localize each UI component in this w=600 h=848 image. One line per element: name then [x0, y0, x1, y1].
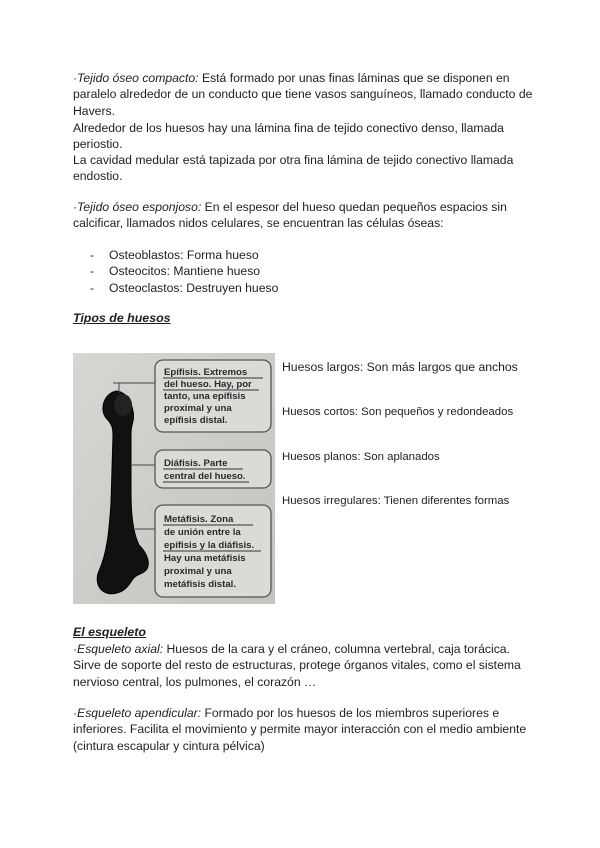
apendicular-term: ·Esqueleto apendicular: [73, 706, 202, 720]
list-item: - Osteocitos: Mantiene hueso [90, 264, 261, 279]
svg-text:Epífisis. Extremos: Epífisis. Extremos [164, 367, 248, 378]
list-item: - Osteoclastos: Destruyen hueso [90, 280, 279, 295]
list-dash: - [90, 280, 95, 295]
svg-text:central del hueso.: central del hueso. [164, 471, 246, 482]
esponjoso-text: En el espesor del hueso quedan pequeños espacios sin calcificar, llamados nidos celulares, se encuentran las células óseas: [73, 200, 507, 231]
svg-text:epífisis distal.: epífisis distal. [164, 415, 228, 426]
endostio-paragraph: La cavidad medular está tapizada por otra fina lámina de tejido conectivo llamada endostio. [73, 153, 514, 184]
tipos-heading: Tipos de huesos [73, 311, 171, 325]
tipo-irregulares: Huesos irregulares: Tienen diferentes formas [282, 495, 510, 507]
bone-figure [73, 353, 275, 604]
esponjoso-term: ·Tejido óseo esponjoso: [73, 200, 202, 214]
list-dash: - [90, 264, 95, 279]
svg-text:tanto, una epífisis: tanto, una epífisis [164, 391, 246, 402]
compacto-text: Está formado por unas finas láminas que se disponen en paralelo alrededor de un conducto que tiene vasos sanguíneos, llamado conducto de Havers. [73, 71, 533, 118]
axial-term: ·Esqueleto axial: [73, 642, 164, 656]
svg-text:proximal y una: proximal y una [164, 566, 232, 577]
esqueleto-heading: El esqueleto [73, 625, 146, 639]
apendicular-paragraph [73, 705, 533, 754]
tipo-largos: Huesos largos: Son más largos que anchos [282, 360, 518, 374]
svg-text:Metáfisis. Zona: Metáfisis. Zona [164, 514, 234, 525]
tipo-planos: Huesos planos: Son aplanados [282, 451, 440, 463]
svg-text:Hay una metáfisis: Hay una metáfisis [164, 553, 246, 564]
esponjoso-paragraph [73, 199, 533, 232]
long-bone-diagram [73, 353, 275, 604]
compacto-paragraph [73, 70, 533, 119]
bone-cells-list [90, 247, 278, 296]
list-dash: - [90, 248, 95, 262]
axial-text: Huesos de la cara y el cráneo, columna vertebral, caja torácica. Sirve de soporte del resto de estructuras, protege órganos vitales, como el sistema nervioso central, los pulmones, el corazón … [73, 642, 521, 689]
svg-text:proximal y una: proximal y una [164, 403, 232, 414]
tipo-cortos: Huesos cortos: Son pequeños y redondeados [282, 406, 514, 418]
svg-text:metáfisis distal.: metáfisis distal. [164, 579, 236, 590]
periostio-paragraph: Alrededor de los huesos hay una lámina fina de tejido conectivo denso, llamada periostio. [73, 121, 504, 152]
svg-text:del hueso. Hay, por: del hueso. Hay, por [164, 379, 252, 390]
svg-text:epífisis y la diáfisis.: epífisis y la diáfisis. [164, 540, 255, 551]
list-item: - Osteoblastos: Forma hueso [90, 248, 259, 262]
svg-text:de unión entre la: de unión entre la [164, 527, 241, 538]
compacto-term: ·Tejido óseo compacto: [73, 71, 199, 85]
apendicular-text: Formado por los huesos de los miembros superiores e inferiores. Facilita el movimiento y permite mayor interacción con el medio ambiente (cintura escapular y cintura pélvica) [73, 706, 527, 753]
axial-paragraph [73, 641, 533, 690]
svg-text:Diáfisis. Parte: Diáfisis. Parte [164, 458, 228, 469]
